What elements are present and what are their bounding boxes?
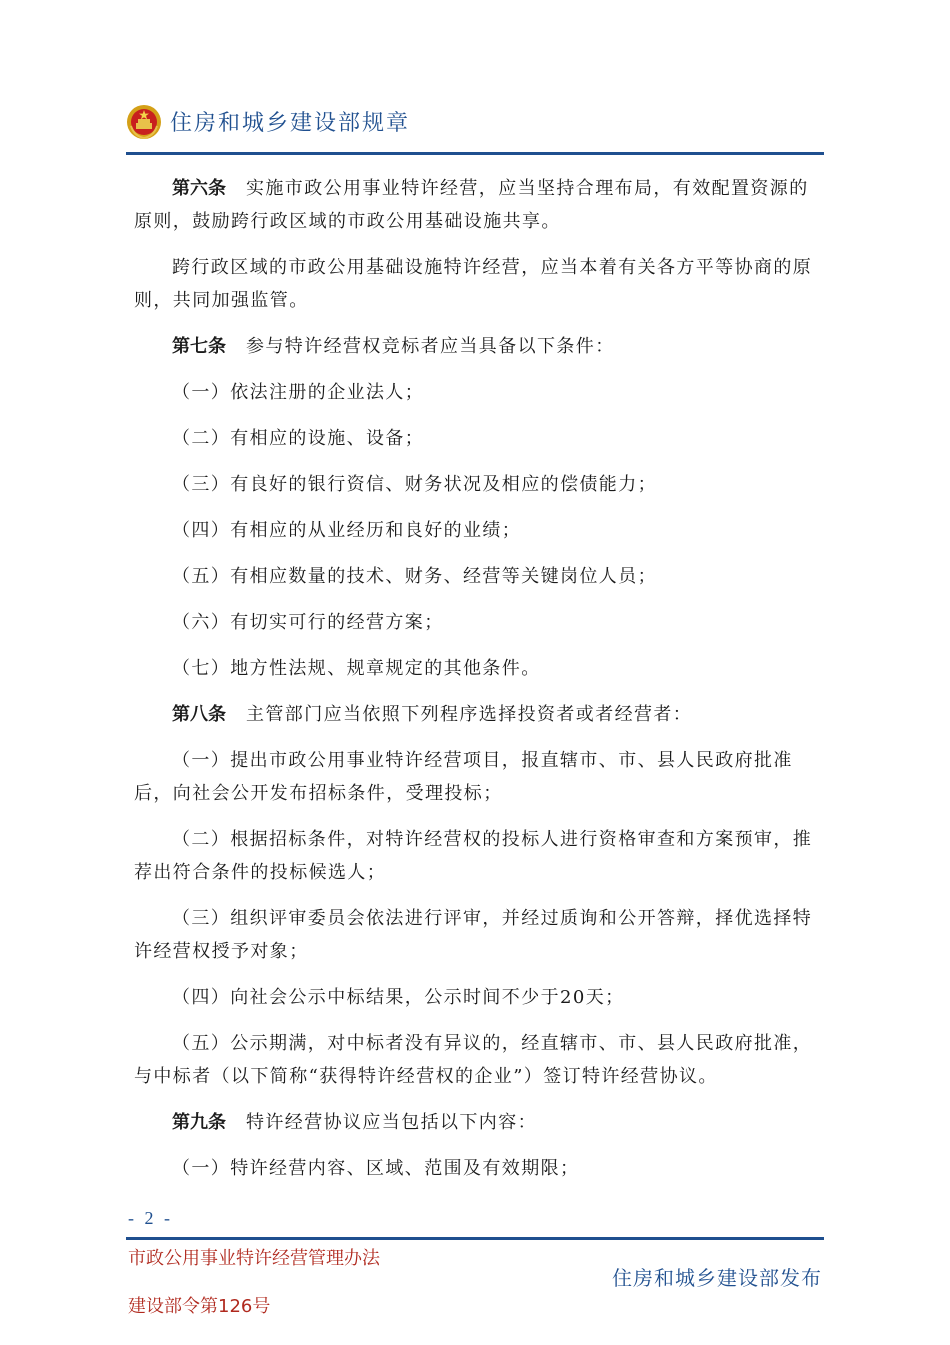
paragraph [134, 698, 818, 731]
article-number: 第八条 [172, 704, 226, 725]
paragraph [134, 514, 818, 547]
paragraph [134, 652, 818, 685]
paragraph [134, 172, 818, 238]
paragraph-text: （三）有良好的银行资信、财务状况及相应的偿债能力； [172, 474, 657, 495]
paragraph [134, 376, 818, 409]
header-divider [126, 152, 824, 155]
paragraph [134, 468, 818, 501]
paragraph-text: 跨行政区域的市政公用基础设施特许经营，应当本着有关各方平等协商的原则，共同加强监管。 [134, 257, 813, 311]
paragraph-text: （四）有相应的从业经历和良好的业绩； [172, 520, 522, 541]
paragraph [134, 823, 818, 889]
paragraph-text: 实施市政公用事业特许经营，应当坚持合理布局，有效配置资源的原则，鼓励跨行政区域的市政公用基础设施共享。 [134, 178, 809, 232]
paragraph-text: 特许经营协议应当包括以下内容： [246, 1112, 537, 1133]
paragraph [134, 1027, 818, 1093]
article-number: 第七条 [172, 336, 226, 357]
paragraph [134, 330, 818, 363]
paragraph-text: （五）公示期满，对中标者没有异议的，经直辖市、市、县人民政府批准，与中标者（以下简称“获得特许经营权的企业”）签订特许经营协议。 [134, 1033, 813, 1087]
paragraph [134, 1106, 818, 1139]
paragraph-text: （五）有相应数量的技术、财务、经营等关键岗位人员； [172, 566, 657, 587]
paragraph-text: （六）有切实可行的经营方案； [172, 612, 444, 633]
header-title: 住房和城乡建设部规章 [170, 111, 411, 136]
paragraph-text: （三）组织评审委员会依法进行评审，并经过质询和公开答辩，择优选择特许经营权授予对象； [134, 908, 813, 962]
article-number: 第九条 [172, 1112, 226, 1133]
paragraph-text: （一）特许经营内容、区域、范围及有效期限； [172, 1158, 580, 1179]
paragraph-text: 主管部门应当依照下列程序选择投资者或者经营者： [246, 704, 693, 725]
paragraph-text: （二）有相应的设施、设备； [172, 428, 425, 449]
paragraph-text: （四）向社会公示中标结果，公示时间不少于20天； [172, 987, 625, 1008]
page-header [126, 100, 824, 158]
paragraph [134, 744, 818, 810]
paragraph-text: （二）根据招标条件，对特许经营权的投标人进行资格审查和方案预审，推荐出符合条件的投标候选人； [134, 829, 813, 883]
footer-divider [126, 1237, 824, 1240]
paragraph [134, 560, 818, 593]
paragraph-text: （一）依法注册的企业法人； [172, 382, 425, 403]
paragraph [134, 1152, 818, 1185]
national-emblem-icon [126, 104, 162, 140]
document-title: 市政公用事业特许经营管理办法 [128, 1248, 380, 1269]
article-number: 第六条 [172, 178, 226, 199]
paragraph [134, 902, 818, 968]
paragraph [134, 251, 818, 317]
paragraph-text: 参与特许经营权竞标者应当具备以下条件： [246, 336, 615, 357]
paragraph-text: （一）提出市政公用事业特许经营项目，报直辖市、市、县人民政府批准后，向社会公开发布招标条件，受理投标； [134, 750, 793, 804]
order-number: 建设部令第126号 [128, 1296, 271, 1317]
document-body [134, 172, 818, 1198]
page-number: - 2 - [128, 1208, 173, 1228]
paragraph [134, 981, 818, 1014]
paragraph [134, 606, 818, 639]
paragraph [134, 422, 818, 455]
publisher: 住房和城乡建设部发布 [612, 1266, 822, 1290]
paragraph-text: （七）地方性法规、规章规定的其他条件。 [172, 658, 541, 679]
